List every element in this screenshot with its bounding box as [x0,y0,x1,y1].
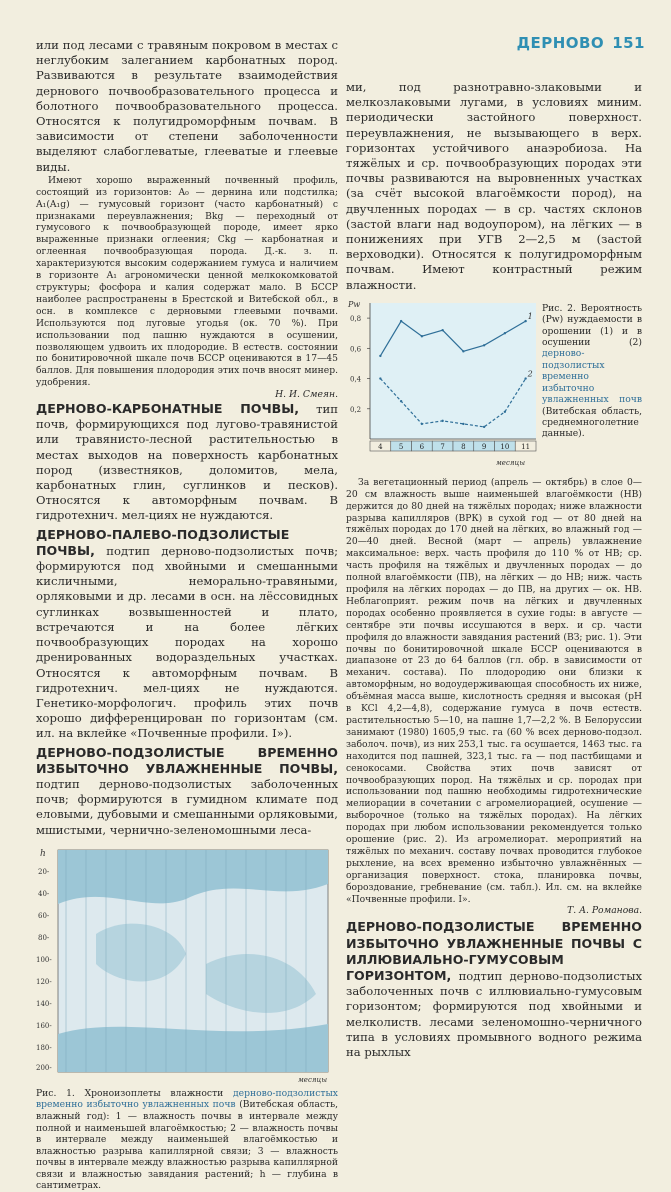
fig2-caption-body: (Витебская область, среднемноголетние данные). [542,405,642,440]
entry-body-illuvial: подтип дерново-подзолистых заболоченных почв с иллювиально-гумусовым горизонтом; формируются под хвойными и мелколиств. лесами зеленомошно-черничного типа в условиях промывного водного режима на рыхлых [346,968,642,1059]
fig1-caption-title: дерново-подзолистых временно избыточно увлажненных почв [36,1087,338,1111]
fig2-x-tick-label: 4 [378,442,383,451]
fig1-y-tick: 60- [38,911,50,920]
left-column [36,38,339,1192]
fig1-y-ticks [36,868,52,1072]
entry-heading-palevo: ДЕРНОВО-ПАЛЕВО-ПОДЗОЛИСТЫЕ ПОЧВЫ, [36,526,290,558]
fig1-y-tick: 100- [36,955,52,964]
profile-paragraph: Имеют хорошо выраженный почвенный профиль, состоящий из горизонтов: A₀ — дернина или подстилка; A₁(A₁g) — гумусовый горизонт (часто карбонатный) с признаками переувлажнения; Bkg — переходный от гумусового к почвообразующей породе, имеет ярко выраженные признаки оглеения; Ckg — карбонатная и оглеенная почвообразующая порода. Д.-к. з. п. характеризуются высоким содержанием гумуса и наличием в горизонте A₁ агрономически ценной мелкокомковатой структуры; фосфора и калия содержат мало. В БССР наиболее распространены в Брестской и Витебской обл., в осн. в комплексе с дерновыми глеевыми почвами. Используются под луговые угодья (ок. 70 %). При использовании под пашню нуждаются в осушении, позволяющем удвоить их плодородие. В естеств. состоянии по бонитировочной шкале почв БССР оцениваются в 17—45 баллов. Для повышения плодородия этих почв вносят минер. удобрения. [36,174,338,389]
right-column [346,80,642,1059]
fig2-chart [346,293,542,469]
fig2-x-tick-label: 7 [440,442,445,451]
fig2-caption-title: дерново-подзолистых временно избыточно увлажненных почв [542,348,642,406]
fig2-y-tick-label: 0,4 [350,375,362,384]
fig1-y-tick: 20- [38,867,50,876]
entry-heading-illuvial: ДЕРНОВО-ПОДЗОЛИСТЫЕ ВРЕМЕННО ИЗБЫТОЧНО УВЛАЖНЕННЫЕ ПОЧВЫ С ИЛЛЮВИАЛЬНО-ГУМУСОВЫМ ГОРИЗОНТОМ, [346,919,642,983]
entry-heading-vremenno: ДЕРНОВО-ПОДЗОЛИСТЫЕ ВРЕМЕННО ИЗБЫТОЧНО УВЛАЖНЕННЫЕ ПОЧВЫ, [36,744,338,776]
fig2-y-label: Pw [348,299,361,309]
fig2-x-label: месяцы [496,458,526,467]
fig2-point-series-1 [379,355,381,357]
fig2-y-tick-label: 0,2 [350,405,362,414]
fig2-series-label: 1 [527,311,533,321]
fig2-point-series-1 [462,350,464,352]
fig2-x-tick-label: 5 [398,442,404,451]
right-intro-paragraph: ми, под разнотравно-злаковыми и мелкозлаковыми лугами, в условиях миним. периодически застойного поверхност. переувлажнения, не вызывающего в верх. горизонтах устойчивого анаэробиоза. На тяжёлых и ср. почвообразующих породах эти почвы развиваются на выровненных участках (за счёт высокой влагоёмкости пород), на двучленных породах — в ср. частях склонов (застой влаги над водоупором), на лёгких — в понижениях при УГВ 2—2,5 м (застой верховодки). Относятся к полугидроморфным почвам. Имеют контрастный режим влажности. [346,80,642,292]
figure-1-chronoisopleths [36,844,338,1084]
fig2-y-tick-label: 0,6 [350,345,362,354]
fig2-plot-area [370,303,536,439]
entry-body-karbonatnye: тип почв, формирующихся под лугово-травянистой или травянисто-лесной растительностью в местах выходов на поверхность карбонатных пород (известняков, доломитов, мела, карбонатных глин, суглинков и песков). Относятся к автоморфным почвам. В гидротехнич. мел-циях не нуждаются. [36,402,338,523]
entry-heading-karbonatnye: ДЕРНОВО-КАРБОНАТНЫЕ ПОЧВЫ, [36,401,300,417]
fig2-point-series-1 [441,329,443,331]
fig2-point-series-2 [504,410,506,412]
fig2-x-tick-label: 10 [500,442,510,451]
figure-1-caption [36,1088,338,1192]
fig2-point-series-2 [400,400,402,402]
fig1-y-tick: 160- [36,1021,52,1030]
figure-2-caption [542,303,642,440]
fig2-x-tick-label: 6 [419,442,425,451]
fig2-series-label: 2 [527,369,533,379]
fig1-graphic [36,844,338,1084]
running-header [517,34,645,52]
intro-paragraph: или под лесами с травяным покровом в местах с неглубоким залеганием карбонатных пород. Развиваются в результате взаимодействия дернового почвообразовательного процесса и болотного почвообразовательного процесса. Относятся к полугидроморфным почвам. В зависимости от степени заболоченности выделяют слабоглеватые, глееватые и глеевые виды. [36,38,338,174]
entry-body-palevo: подтип дерново-подзолистых почв; формируются под хвойными и смешанными кисличными, неморально-травяными, орляковыми и др. лесами в осн. на лёссовидных суглинках возвышенностей и плато, встречаются и на более лёгких почвообразующих породах на хорошо дренированных водораздельных участках. Относятся к автоморфным почвам. В гидротехнич. мел-циях не нуждаются. Генетико-морфологич. профиль этих почв хорошо дифференцирован по горизонтам (см. ил. на вклейке «Почвенные профили. I»). [36,543,339,741]
page-number: 151 [612,34,645,52]
fig1-y-tick: 200- [36,1063,52,1072]
fig2-x-tick-label: 8 [461,442,466,451]
fig2-point-series-2 [462,423,464,425]
fig2-point-series-2 [483,426,485,428]
fig1-y-tick: 180- [36,1043,52,1052]
right-main-paragraph: За вегетационный период (апрель — октябрь) в слое 0—20 см влажность выше наименьшей влагоёмкости (НВ) держится до 80 дней на тяжёлых породах; ниже влажности разрыва капилляров (ВРК) в сухой год — от 80 дней на тяжёлых породах до 170 дней на лёгких, во влажный год — 20—40 дней. Весной (март — апрель) увлажнение максимальное: верх. часть профиля до 110 % от НВ; ср. часть профиля на тяжёлых и двучленных породах — до полной влагоёмкости (ПВ), на лёгких — до НВ; ниж. часть профиля на лёгких породах — до ПВ, на других — ок. НВ. Неблагоприят. режим почв на лёгких и двучленных породах особенно проявляется в сухие годы: в августе — сентябре эти почвы иссушаются в верх. и ср. части профиля до влажности завядания растений (ВЗ; рис. 1). Эти почвы по бонитировочной шкале БССР оцениваются в диапазоне от 23 до 64 баллов (гл. обр. в зависимости от механич. состава). По плодородию они близки к автоморфным, но водоудерживающая способность их ниже, объёмная масса выше, кислотность средняя и высокая (pH в KCl 4,2—4,8), содержание гумуса в почв естеств. растительностью 5—10, на пашне 1,7—2,2 %. В Белоруссии занимают (1980) 1605,9 тыс. га (60 % всех дерново-подзол. заболоч. почв), из них 253,1 тыс. га осушается, 1463 тыс. га находится под пашней, 323,1 тыс. га — под пастбищами и сенокосами. Свойства этих почв зависят от почвообразующих пород. На тяжёлых и ср. породах при использовании под пашню необходимы гидротехнические мелиорации в сочетании с агромелиорацией, осушение — выборочное (только на тяжёлых породах). На лёгких породах при любом использовании рекомендуется только орошение (рис. 2). Из агромелиорат. мероприятий на тяжёлых по механич. составу почвах проводится глубокое рыхление, на всех временно избыточно увлажнённых — организация поверхност. стока, планировка почвы, бороздование, гребневание (см. табл.). Ил. см. на вклейке «Почвенные профили. I». [346,476,642,905]
fig2-x-tick-label: 9 [481,442,487,451]
fig1-caption-body: (Витебская область, влажный год): 1 — влажность почвы в интервале между полной и наименьшей влагоёмкостью; 2 — влажность почвы в интервале между наименьшей влагоёмкостью и влажностью разрыва капиллярной связи; 3 — влажность почвы в интервале между влажностью разрыва капиллярной связи и влажностью завядания растений; h — глубина в сантиметрах. [36,1099,339,1192]
fig2-point-series-1 [400,320,402,322]
fig2-point-series-2 [524,377,526,379]
fig2-x-tick-label: 11 [521,442,531,451]
fig2-caption-prefix: Рис. 2. Вероятность (Pw) нуждаемости в орошении (1) и в осушении (2) [542,302,642,349]
fig2-y-tick-label: 0,8 [350,314,362,323]
fig1-zone-4 [58,1024,328,1072]
fig2-point-series-1 [504,332,506,334]
fig2-point-series-2 [421,423,423,425]
fig1-y-axis-label: h [40,848,46,859]
fig1-y-tick: 40- [38,889,50,898]
figure-2 [346,293,642,473]
author-signature: Н. И. Смеян. [275,389,338,401]
fig1-y-tick: 140- [36,999,52,1008]
fig2-point-series-2 [441,420,443,422]
fig1-y-tick: 120- [36,977,52,986]
header-title: ДЕРНОВО [516,34,605,52]
entry-body-vremenno: подтип дерново-подзолистых заболоченных почв; формируются в гумидном климате под еловыми, дубовыми и смешанными орляковыми, мшистыми, чернично-зеленомошными леса- [36,776,338,837]
fig2-point-series-1 [524,320,526,322]
fig2-point-series-2 [379,377,381,379]
fig2-point-series-1 [483,344,485,346]
fig1-caption-prefix: Рис. 1. Хроноизоплеты влажности [36,1087,224,1099]
fig1-x-axis-label: месяцы [298,1075,328,1084]
author-signature-2: Т. А. Романова. [567,905,642,917]
fig1-y-tick: 80- [38,933,50,942]
fig2-point-series-1 [421,335,423,337]
